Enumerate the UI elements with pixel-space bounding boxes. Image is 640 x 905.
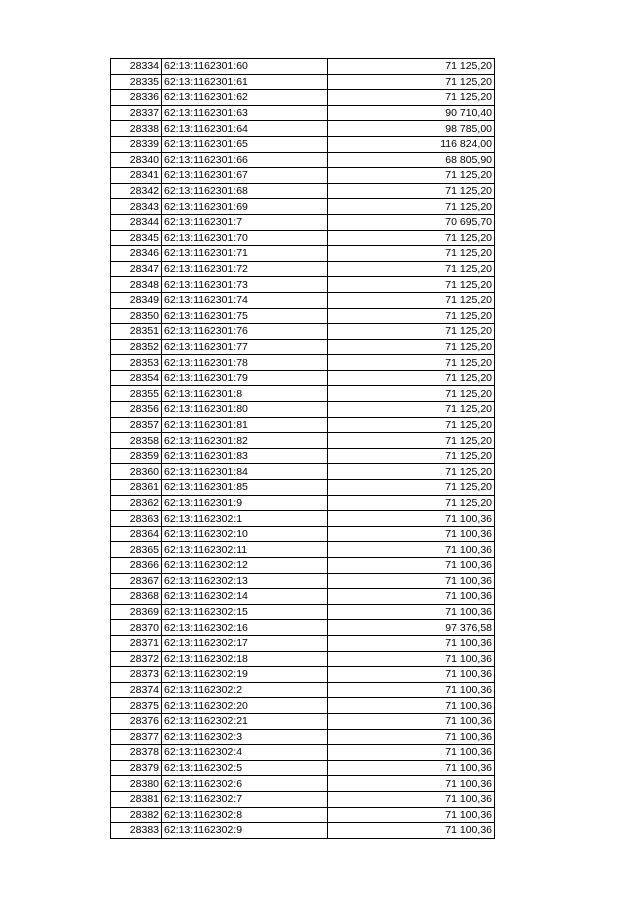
cadastral-number-cell: 62:13:1162301:66 [162, 152, 328, 168]
row-number-cell: 28343 [111, 199, 162, 215]
table-row [111, 339, 495, 355]
row-number-cell: 28358 [111, 433, 162, 449]
table-row [111, 464, 495, 480]
row-number-cell: 28373 [111, 667, 162, 683]
cadastral-value-cell: 71 100,36 [328, 807, 495, 823]
cadastral-value-cell: 71 100,36 [328, 635, 495, 651]
table-row [111, 573, 495, 589]
cadastral-value-cell: 71 125,20 [328, 417, 495, 433]
table-row [111, 807, 495, 823]
cadastral-value-table [110, 58, 495, 839]
cadastral-number-cell: 62:13:1162301:64 [162, 121, 328, 137]
cadastral-number-cell: 62:13:1162301:83 [162, 448, 328, 464]
cadastral-value-cell: 71 125,20 [328, 246, 495, 262]
cadastral-value-cell: 71 125,20 [328, 59, 495, 75]
table-row [111, 558, 495, 574]
table-row [111, 511, 495, 527]
row-number-cell: 28364 [111, 526, 162, 542]
row-number-cell: 28348 [111, 277, 162, 293]
cadastral-number-cell: 62:13:1162302:4 [162, 745, 328, 761]
row-number-cell: 28361 [111, 480, 162, 496]
table-row [111, 168, 495, 184]
table-row [111, 526, 495, 542]
cadastral-number-cell: 62:13:1162301:8 [162, 386, 328, 402]
cadastral-number-cell: 62:13:1162301:70 [162, 230, 328, 246]
row-number-cell: 28357 [111, 417, 162, 433]
row-number-cell: 28349 [111, 292, 162, 308]
table-row [111, 199, 495, 215]
cadastral-value-cell: 71 100,36 [328, 682, 495, 698]
table-row [111, 745, 495, 761]
cadastral-number-cell: 62:13:1162302:19 [162, 667, 328, 683]
table-row [111, 292, 495, 308]
cadastral-value-cell: 71 125,20 [328, 74, 495, 90]
cadastral-number-cell: 62:13:1162302:9 [162, 823, 328, 839]
cadastral-value-cell: 71 100,36 [328, 589, 495, 605]
table-row [111, 776, 495, 792]
row-number-cell: 28369 [111, 604, 162, 620]
row-number-cell: 28335 [111, 74, 162, 90]
table-row [111, 277, 495, 293]
table-row [111, 417, 495, 433]
cadastral-value-cell: 71 125,20 [328, 199, 495, 215]
table-row [111, 105, 495, 121]
cadastral-number-cell: 62:13:1162301:69 [162, 199, 328, 215]
cadastral-value-cell: 71 125,20 [328, 386, 495, 402]
cadastral-value-cell: 71 125,20 [328, 355, 495, 371]
row-number-cell: 28371 [111, 635, 162, 651]
cadastral-number-cell: 62:13:1162301:73 [162, 277, 328, 293]
row-number-cell: 28366 [111, 558, 162, 574]
cadastral-number-cell: 62:13:1162301:84 [162, 464, 328, 480]
table-row [111, 480, 495, 496]
cadastral-number-cell: 62:13:1162302:20 [162, 698, 328, 714]
cadastral-number-cell: 62:13:1162301:61 [162, 74, 328, 90]
row-number-cell: 28339 [111, 136, 162, 152]
cadastral-number-cell: 62:13:1162302:18 [162, 651, 328, 667]
table-row [111, 355, 495, 371]
row-number-cell: 28363 [111, 511, 162, 527]
row-number-cell: 28345 [111, 230, 162, 246]
cadastral-number-cell: 62:13:1162302:13 [162, 573, 328, 589]
cadastral-value-cell: 71 100,36 [328, 511, 495, 527]
row-number-cell: 28370 [111, 620, 162, 636]
table-row [111, 542, 495, 558]
row-number-cell: 28338 [111, 121, 162, 137]
cadastral-number-cell: 62:13:1162301:81 [162, 417, 328, 433]
cadastral-number-cell: 62:13:1162301:60 [162, 59, 328, 75]
cadastral-value-cell: 71 125,20 [328, 370, 495, 386]
table-row [111, 729, 495, 745]
table-row [111, 823, 495, 839]
table-body [111, 59, 495, 839]
row-number-cell: 28380 [111, 776, 162, 792]
row-number-cell: 28342 [111, 183, 162, 199]
table-row [111, 635, 495, 651]
cadastral-value-cell: 68 805,90 [328, 152, 495, 168]
cadastral-value-cell: 71 125,20 [328, 433, 495, 449]
cadastral-number-cell: 62:13:1162301:65 [162, 136, 328, 152]
cadastral-number-cell: 62:13:1162302:16 [162, 620, 328, 636]
cadastral-number-cell: 62:13:1162301:72 [162, 261, 328, 277]
row-number-cell: 28337 [111, 105, 162, 121]
row-number-cell: 28336 [111, 90, 162, 106]
cadastral-value-cell: 71 125,20 [328, 495, 495, 511]
cadastral-number-cell: 62:13:1162301:67 [162, 168, 328, 184]
table-row [111, 448, 495, 464]
table-row [111, 604, 495, 620]
row-number-cell: 28368 [111, 589, 162, 605]
cadastral-value-cell: 71 100,36 [328, 604, 495, 620]
cadastral-number-cell: 62:13:1162302:10 [162, 526, 328, 542]
cadastral-number-cell: 62:13:1162302:14 [162, 589, 328, 605]
row-number-cell: 28362 [111, 495, 162, 511]
cadastral-value-cell: 71 100,36 [328, 745, 495, 761]
cadastral-value-cell: 71 125,20 [328, 292, 495, 308]
cadastral-value-cell: 71 100,36 [328, 558, 495, 574]
cadastral-value-cell: 71 100,36 [328, 573, 495, 589]
cadastral-value-cell: 71 125,20 [328, 324, 495, 340]
row-number-cell: 28381 [111, 791, 162, 807]
cadastral-number-cell: 62:13:1162301:68 [162, 183, 328, 199]
cadastral-value-cell: 71 125,20 [328, 308, 495, 324]
cadastral-number-cell: 62:13:1162301:80 [162, 402, 328, 418]
cadastral-value-cell: 116 824,00 [328, 136, 495, 152]
cadastral-number-cell: 62:13:1162302:1 [162, 511, 328, 527]
row-number-cell: 28344 [111, 214, 162, 230]
cadastral-value-cell: 71 100,36 [328, 791, 495, 807]
row-number-cell: 28359 [111, 448, 162, 464]
cadastral-value-cell: 71 125,20 [328, 183, 495, 199]
table-row [111, 136, 495, 152]
cadastral-value-cell: 71 125,20 [328, 168, 495, 184]
cadastral-number-cell: 62:13:1162301:77 [162, 339, 328, 355]
table-row [111, 121, 495, 137]
cadastral-number-cell: 62:13:1162301:78 [162, 355, 328, 371]
table-row [111, 386, 495, 402]
cadastral-value-cell: 71 125,20 [328, 90, 495, 106]
row-number-cell: 28346 [111, 246, 162, 262]
cadastral-number-cell: 62:13:1162301:71 [162, 246, 328, 262]
cadastral-value-cell: 71 100,36 [328, 823, 495, 839]
row-number-cell: 28354 [111, 370, 162, 386]
cadastral-number-cell: 62:13:1162302:6 [162, 776, 328, 792]
row-number-cell: 28379 [111, 760, 162, 776]
row-number-cell: 28383 [111, 823, 162, 839]
table-row [111, 682, 495, 698]
cadastral-number-cell: 62:13:1162302:5 [162, 760, 328, 776]
row-number-cell: 28367 [111, 573, 162, 589]
cadastral-number-cell: 62:13:1162301:7 [162, 214, 328, 230]
cadastral-value-cell: 71 100,36 [328, 713, 495, 729]
row-number-cell: 28375 [111, 698, 162, 714]
row-number-cell: 28376 [111, 713, 162, 729]
cadastral-value-cell: 70 695,70 [328, 214, 495, 230]
cadastral-number-cell: 62:13:1162302:3 [162, 729, 328, 745]
cadastral-value-cell: 71 100,36 [328, 542, 495, 558]
cadastral-number-cell: 62:13:1162302:17 [162, 635, 328, 651]
table-row [111, 433, 495, 449]
table-row [111, 495, 495, 511]
cadastral-number-cell: 62:13:1162302:11 [162, 542, 328, 558]
table-row [111, 246, 495, 262]
cadastral-number-cell: 62:13:1162301:74 [162, 292, 328, 308]
row-number-cell: 28353 [111, 355, 162, 371]
table-row [111, 90, 495, 106]
table-row [111, 230, 495, 246]
table-row [111, 620, 495, 636]
cadastral-number-cell: 62:13:1162301:9 [162, 495, 328, 511]
cadastral-value-cell: 71 125,20 [328, 277, 495, 293]
row-number-cell: 28341 [111, 168, 162, 184]
cadastral-number-cell: 62:13:1162301:79 [162, 370, 328, 386]
table-row [111, 791, 495, 807]
cadastral-number-cell: 62:13:1162301:63 [162, 105, 328, 121]
cadastral-value-cell: 71 100,36 [328, 698, 495, 714]
cadastral-value-cell: 71 125,20 [328, 402, 495, 418]
table-row [111, 214, 495, 230]
cadastral-value-cell: 71 100,36 [328, 729, 495, 745]
table-row [111, 402, 495, 418]
cadastral-value-cell: 71 125,20 [328, 339, 495, 355]
cadastral-value-cell: 71 100,36 [328, 651, 495, 667]
cadastral-value-cell: 97 376,58 [328, 620, 495, 636]
cadastral-value-cell: 71 125,20 [328, 480, 495, 496]
cadastral-number-cell: 62:13:1162301:82 [162, 433, 328, 449]
row-number-cell: 28377 [111, 729, 162, 745]
table-row [111, 370, 495, 386]
cadastral-number-cell: 62:13:1162302:12 [162, 558, 328, 574]
cadastral-value-cell: 71 125,20 [328, 230, 495, 246]
cadastral-number-cell: 62:13:1162302:7 [162, 791, 328, 807]
row-number-cell: 28351 [111, 324, 162, 340]
table-row [111, 651, 495, 667]
cadastral-number-cell: 62:13:1162302:21 [162, 713, 328, 729]
cadastral-number-cell: 62:13:1162301:85 [162, 480, 328, 496]
table-row [111, 760, 495, 776]
table-row [111, 152, 495, 168]
cadastral-value-cell: 71 125,20 [328, 261, 495, 277]
table-row [111, 698, 495, 714]
row-number-cell: 28355 [111, 386, 162, 402]
cadastral-number-cell: 62:13:1162302:15 [162, 604, 328, 620]
cadastral-value-cell: 71 125,20 [328, 448, 495, 464]
table-row [111, 713, 495, 729]
cadastral-value-cell: 71 100,36 [328, 760, 495, 776]
table-row [111, 589, 495, 605]
cadastral-value-cell: 71 100,36 [328, 526, 495, 542]
cadastral-number-cell: 62:13:1162302:8 [162, 807, 328, 823]
row-number-cell: 28334 [111, 59, 162, 75]
row-number-cell: 28360 [111, 464, 162, 480]
cadastral-number-cell: 62:13:1162302:2 [162, 682, 328, 698]
row-number-cell: 28378 [111, 745, 162, 761]
cadastral-number-cell: 62:13:1162301:75 [162, 308, 328, 324]
row-number-cell: 28356 [111, 402, 162, 418]
row-number-cell: 28382 [111, 807, 162, 823]
table-row [111, 308, 495, 324]
cadastral-number-cell: 62:13:1162301:62 [162, 90, 328, 106]
row-number-cell: 28350 [111, 308, 162, 324]
cadastral-value-cell: 71 100,36 [328, 776, 495, 792]
row-number-cell: 28347 [111, 261, 162, 277]
row-number-cell: 28352 [111, 339, 162, 355]
table-row [111, 59, 495, 75]
row-number-cell: 28365 [111, 542, 162, 558]
cadastral-value-cell: 71 125,20 [328, 464, 495, 480]
table-row [111, 183, 495, 199]
cadastral-value-cell: 98 785,00 [328, 121, 495, 137]
row-number-cell: 28372 [111, 651, 162, 667]
row-number-cell: 28340 [111, 152, 162, 168]
table-row [111, 74, 495, 90]
table-row [111, 324, 495, 340]
cadastral-value-cell: 71 100,36 [328, 667, 495, 683]
cadastral-value-cell: 90 710,40 [328, 105, 495, 121]
cadastral-number-cell: 62:13:1162301:76 [162, 324, 328, 340]
row-number-cell: 28374 [111, 682, 162, 698]
table-row [111, 667, 495, 683]
table-row [111, 261, 495, 277]
